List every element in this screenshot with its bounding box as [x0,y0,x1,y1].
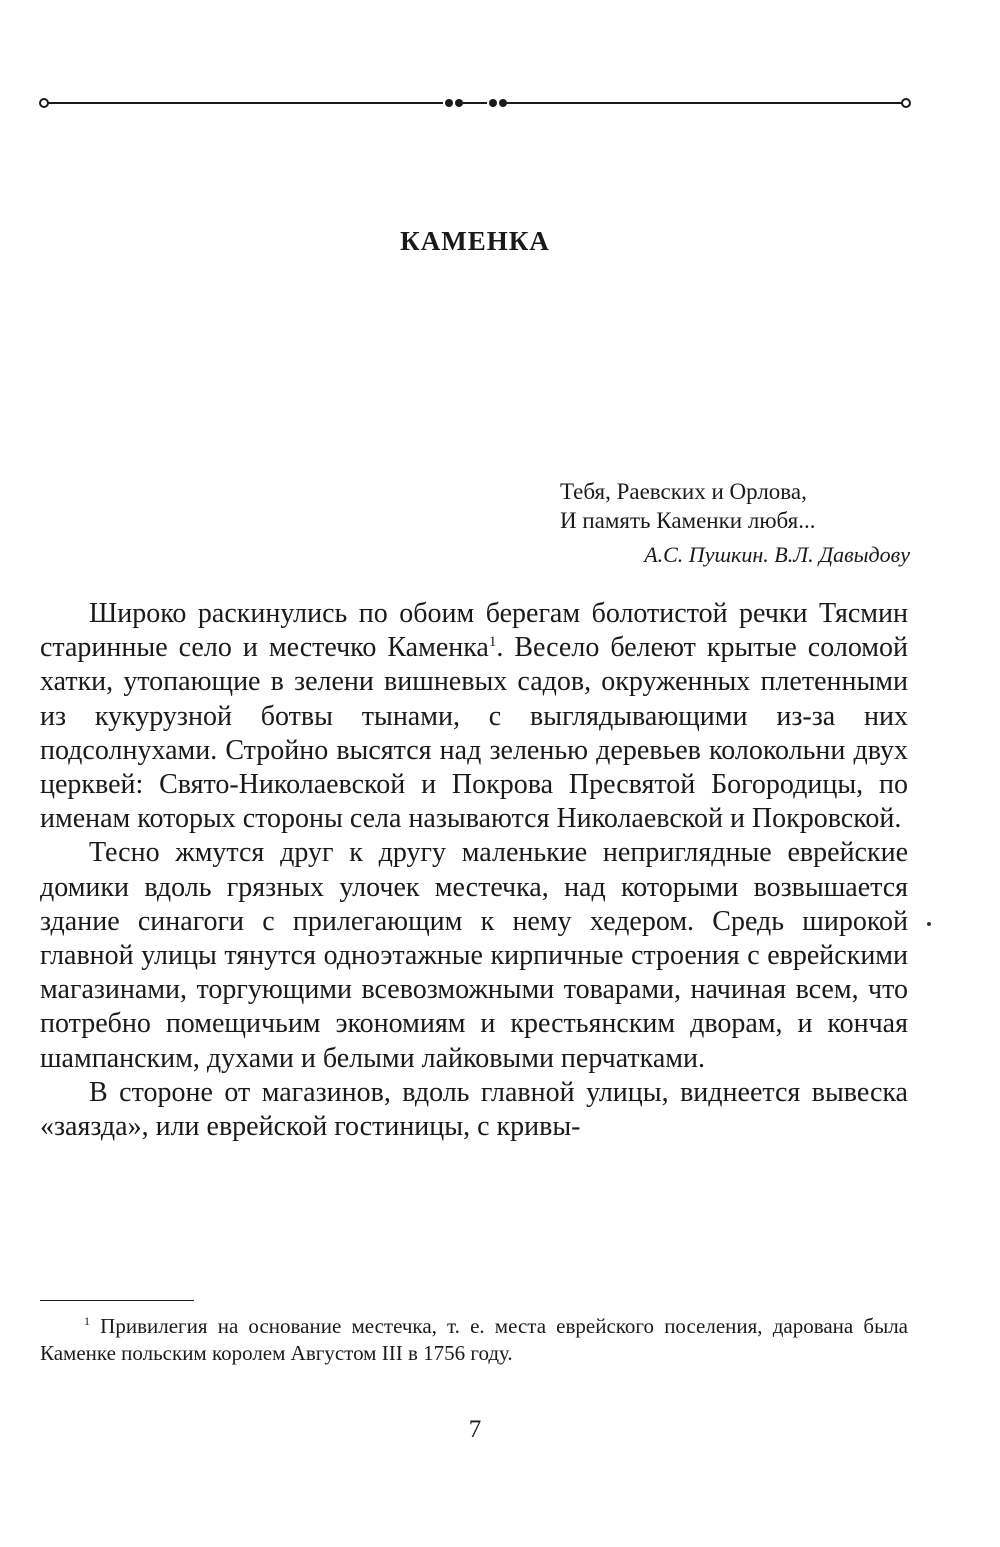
epigraph-line-2: И память Каменки любя... [560,508,816,533]
body-text [40,597,908,1144]
page-number: 7 [468,1416,482,1443]
footnote-marker: 1 [84,1314,90,1328]
paragraph-1 [40,597,908,836]
epigraph [560,477,910,568]
ornament-center-dot-4 [499,99,507,107]
footnote-text: Привилегия на основание местечка, т. е. места еврейского поселения, дарована была Каменке польским королем Августом III в 1756 году. [40,1314,908,1365]
header-ornament-rule [38,92,912,114]
paragraph-1-text-after-note: . Весело белеют крытые соломой хатки, утопающие в зелени вишневых садов, окруженных плетенными из кукурузной ботвы тынами, с выглядывающими из-за них подсолнухами. Стройно высятся над зеленью деревьев колокольни двух церквей: Свято-Николаевской и Покрова Пресвятой Богородицы, по именам которых стороны села называются Николаевской и Покровской. [40,632,908,835]
ornament-left-ring [40,99,48,107]
footnote [40,1313,908,1367]
ornament-center-dot-2 [455,99,463,107]
paragraph-3: В стороне от магазинов, вдоль главной улицы, виднеется вывеска «заязда», или еврейской гостиницы, с кривы- [40,1076,908,1143]
stray-print-dot [927,922,931,926]
ornament-center-dot-1 [445,99,453,107]
paragraph-1-text-before-note: Широко раскинулись по обоим берегам болотистой речки Тясмин старинные село и местечко Каменка [40,598,908,664]
chapter-title: КАМЕНКА [400,226,550,256]
footnote-reference: 1 [488,634,497,651]
epigraph-line-1: Тебя, Раевских и Орлова, [560,479,807,504]
footnote-separator [40,1300,194,1301]
ornament-center-dot-3 [489,99,497,107]
epigraph-source: А.С. Пушкин. В.Л. Давыдову [644,542,910,567]
paragraph-2: Тесно жмутся друг к другу маленькие неприглядные еврейские домики вдоль грязных улочек местечка, над которыми возвышается здание синагоги с прилегающим к нему хедером. Средь широкой главной улицы тянутся одноэтажные кирпичные строения с еврейскими магазинами, торгующими всевозможными товарами, начиная всем, что потребно помещичьим экономиям и крестьянским дворам, и кончая шампанским, духами и белыми лайковыми перчатками. [40,837,908,1074]
ornament-right-ring [902,99,910,107]
